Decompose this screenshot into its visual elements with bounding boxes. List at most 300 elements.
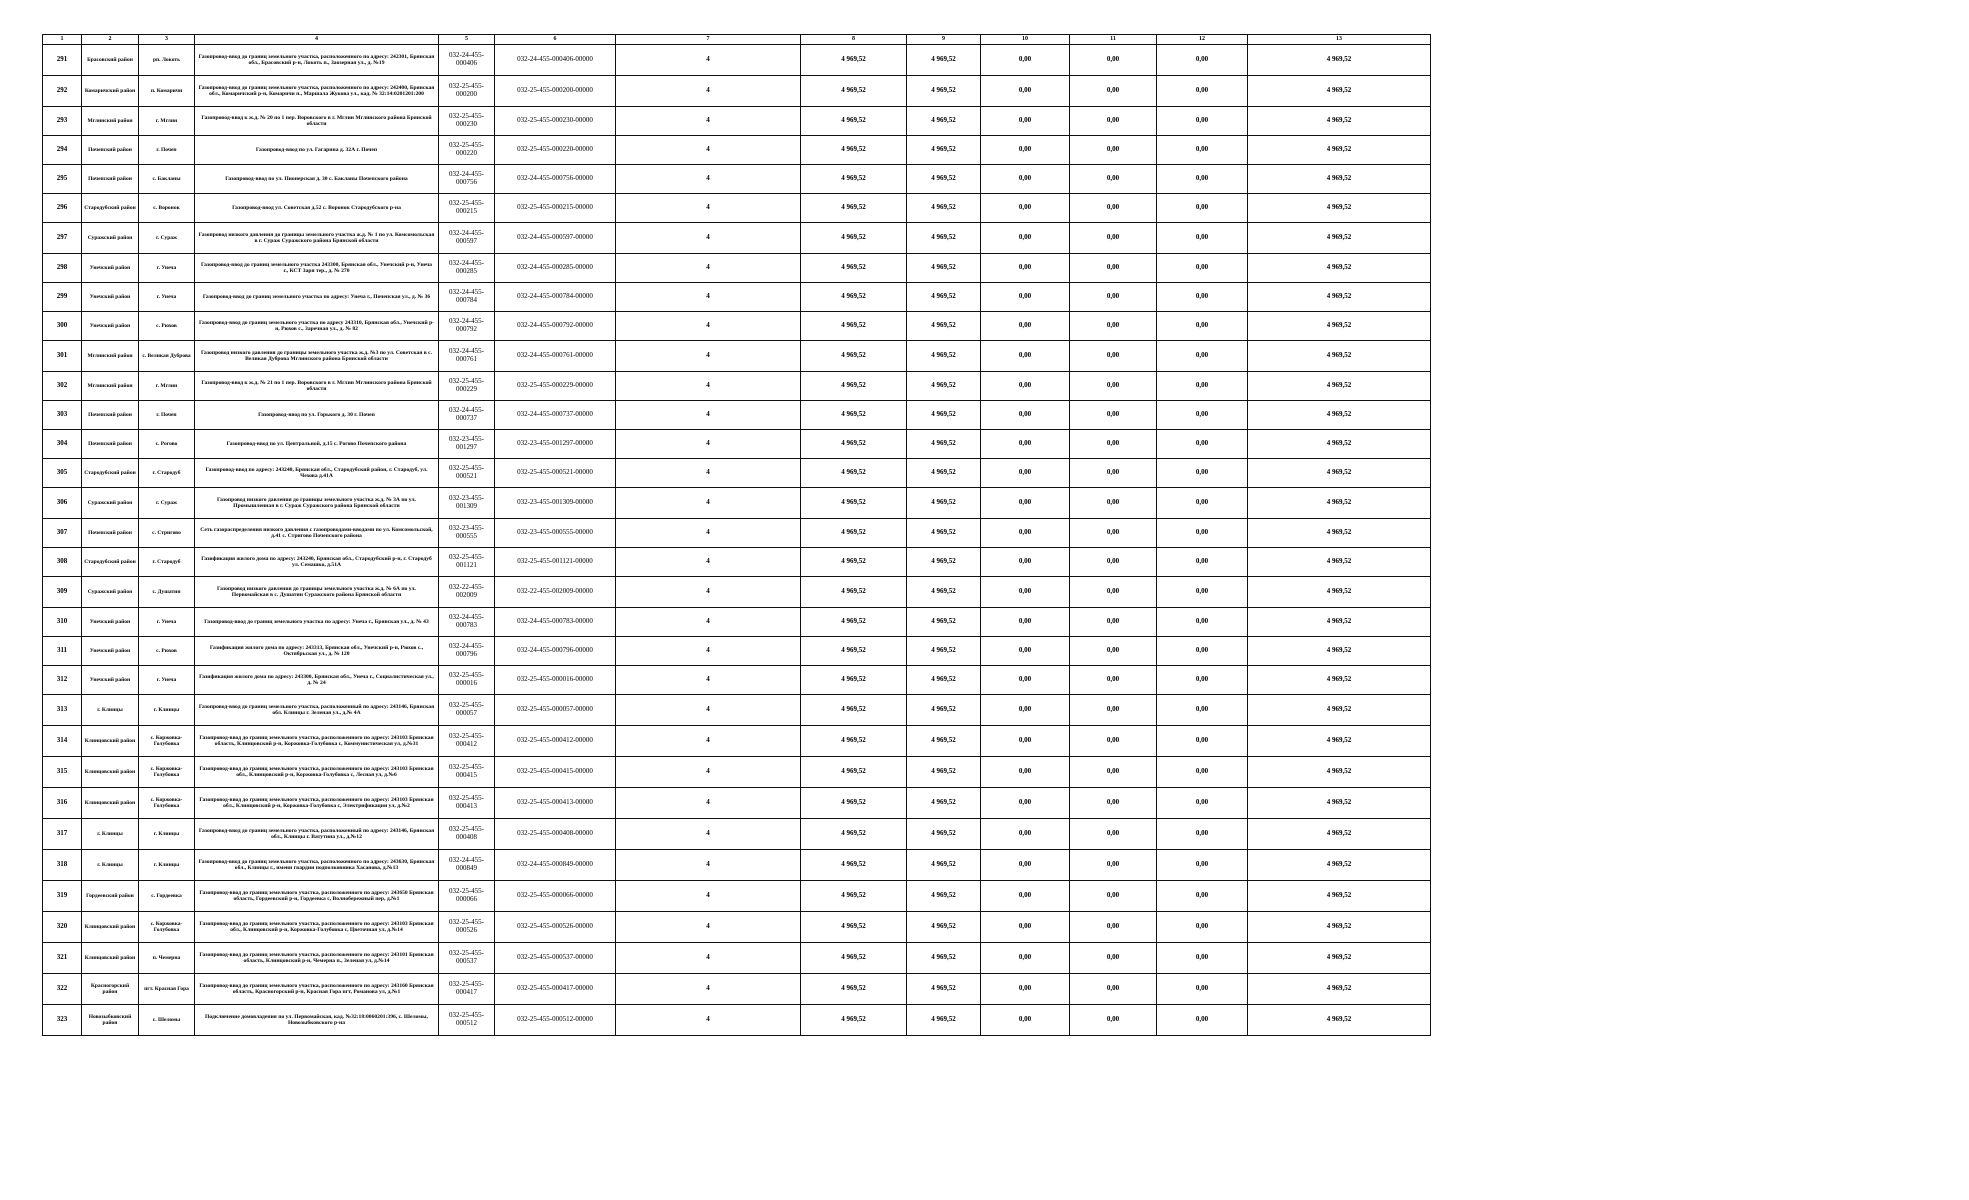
column-7-cell: 4 — [616, 637, 801, 666]
description-cell: Газопровод-ввод по ул. Гагарина д. 32А г. Почеп — [195, 136, 439, 165]
column-8-cell: 4 969,52 — [801, 283, 907, 312]
column-7-cell: 4 — [616, 459, 801, 488]
locality-cell: г. Почеп — [139, 136, 195, 165]
column-9-cell: 4 969,52 — [907, 912, 981, 943]
row-number: 318 — [43, 850, 82, 881]
district-cell: Мглинский район — [82, 341, 139, 372]
column-header-5: 5 — [439, 35, 495, 45]
column-10-cell: 0,00 — [981, 1005, 1070, 1036]
table-row — [43, 459, 1431, 488]
column-10-cell: 0,00 — [981, 695, 1070, 726]
table-body — [43, 45, 1431, 1036]
column-11-cell: 0,00 — [1070, 430, 1157, 459]
column-11-cell: 0,00 — [1070, 254, 1157, 283]
description-cell: Газопровод-ввод до границ земельного участка, расположенный по адресу: 243146, Брянская обл. Клинцы г. Зеленая ул., д.№ 4А — [195, 695, 439, 726]
column-12-cell: 0,00 — [1157, 726, 1248, 757]
district-cell: Комаричский район — [82, 76, 139, 107]
column-12-cell: 0,00 — [1157, 488, 1248, 519]
column-10-cell: 0,00 — [981, 194, 1070, 223]
header-row — [43, 35, 1431, 45]
column-9-cell: 4 969,52 — [907, 136, 981, 165]
district-cell: Суражский район — [82, 577, 139, 608]
description-cell: Газопровод-ввод по адресу: 243240, Брянская обл., Стародубский район, г. Стародуб, ул. Чехова д.41А — [195, 459, 439, 488]
column-9-cell: 4 969,52 — [907, 312, 981, 341]
locality-cell: с. Воронок — [139, 194, 195, 223]
object-code-cell: 032-23-455-001309 — [439, 488, 495, 519]
column-header-11: 11 — [1070, 35, 1157, 45]
full-code-cell: 032-24-455-000406-00000 — [495, 45, 616, 76]
column-8-cell: 4 969,52 — [801, 695, 907, 726]
district-cell: Почепский район — [82, 519, 139, 548]
column-7-cell: 4 — [616, 608, 801, 637]
column-7-cell: 4 — [616, 372, 801, 401]
column-13-cell: 4 969,52 — [1248, 819, 1431, 850]
district-cell: Стародубский район — [82, 459, 139, 488]
description-cell: Газификация жилого дома по адресу: 243240, Брянская обл., Стародубский р-н, г. Стародуб ул. Семашко, д.51А — [195, 548, 439, 577]
row-number: 292 — [43, 76, 82, 107]
description-cell: Газопровод-ввод до границ земельного участка по адресу: Унеча г., Почепская ул., д. № 36 — [195, 283, 439, 312]
table-row — [43, 577, 1431, 608]
row-number: 316 — [43, 788, 82, 819]
district-cell: Клинцовский район — [82, 788, 139, 819]
column-7-cell: 4 — [616, 819, 801, 850]
column-13-cell: 4 969,52 — [1248, 283, 1431, 312]
district-cell: Почепский район — [82, 401, 139, 430]
table-row — [43, 430, 1431, 459]
locality-cell: с. Бакланы — [139, 165, 195, 194]
object-code-cell: 032-25-455-000230 — [439, 107, 495, 136]
column-10-cell: 0,00 — [981, 608, 1070, 637]
full-code-cell: 032-23-455-001297-00000 — [495, 430, 616, 459]
table-row — [43, 608, 1431, 637]
locality-cell: пгт. Красная Гора — [139, 974, 195, 1005]
column-12-cell: 0,00 — [1157, 372, 1248, 401]
description-cell: Газопровод-ввод до границ земельного участка, расположенного по адресу: 243650 Брянская область, Гордеевский р-н, Гордеевка с, Волнобережный пер, д.№1 — [195, 881, 439, 912]
column-7-cell: 4 — [616, 974, 801, 1005]
row-number: 298 — [43, 254, 82, 283]
locality-cell: п. Чемерна — [139, 943, 195, 974]
object-code-cell: 032-25-455-000413 — [439, 788, 495, 819]
object-code-cell: 032-25-455-000417 — [439, 974, 495, 1005]
locality-cell: с. Рюхов — [139, 312, 195, 341]
column-7-cell: 4 — [616, 788, 801, 819]
table-header — [43, 35, 1431, 45]
column-9-cell: 4 969,52 — [907, 974, 981, 1005]
district-cell: Унечский район — [82, 666, 139, 695]
object-code-cell: 032-24-455-000285 — [439, 254, 495, 283]
column-header-10: 10 — [981, 35, 1070, 45]
object-code-cell: 032-24-455-000597 — [439, 223, 495, 254]
object-code-cell: 032-24-455-000756 — [439, 165, 495, 194]
district-cell: Мглинский район — [82, 107, 139, 136]
row-number: 305 — [43, 459, 82, 488]
district-cell: Красногорский район — [82, 974, 139, 1005]
column-11-cell: 0,00 — [1070, 850, 1157, 881]
locality-cell: г. Стародуб — [139, 459, 195, 488]
column-12-cell: 0,00 — [1157, 912, 1248, 943]
column-8-cell: 4 969,52 — [801, 577, 907, 608]
data-table-sheet — [42, 34, 1430, 1036]
column-12-cell: 0,00 — [1157, 974, 1248, 1005]
column-10-cell: 0,00 — [981, 974, 1070, 1005]
column-13-cell: 4 969,52 — [1248, 341, 1431, 372]
object-code-cell: 032-23-455-000555 — [439, 519, 495, 548]
full-code-cell: 032-22-455-002009-00000 — [495, 577, 616, 608]
locality-cell: г. Клинцы — [139, 695, 195, 726]
column-13-cell: 4 969,52 — [1248, 666, 1431, 695]
district-cell: Унечский район — [82, 637, 139, 666]
column-10-cell: 0,00 — [981, 136, 1070, 165]
column-8-cell: 4 969,52 — [801, 107, 907, 136]
table-row — [43, 850, 1431, 881]
column-13-cell: 4 969,52 — [1248, 194, 1431, 223]
column-10-cell: 0,00 — [981, 165, 1070, 194]
table-row — [43, 45, 1431, 76]
column-13-cell: 4 969,52 — [1248, 372, 1431, 401]
district-cell: Стародубский район — [82, 548, 139, 577]
column-13-cell: 4 969,52 — [1248, 548, 1431, 577]
object-code-cell: 032-25-455-001121 — [439, 548, 495, 577]
column-13-cell: 4 969,52 — [1248, 107, 1431, 136]
column-10-cell: 0,00 — [981, 637, 1070, 666]
column-13-cell: 4 969,52 — [1248, 850, 1431, 881]
district-cell: Брасовский район — [82, 45, 139, 76]
column-8-cell: 4 969,52 — [801, 637, 907, 666]
table-row — [43, 341, 1431, 372]
column-7-cell: 4 — [616, 1005, 801, 1036]
column-7-cell: 4 — [616, 401, 801, 430]
column-7-cell: 4 — [616, 312, 801, 341]
full-code-cell: 032-24-455-000783-00000 — [495, 608, 616, 637]
column-12-cell: 0,00 — [1157, 312, 1248, 341]
description-cell: Газопровод-ввод по ул. Пионерская д. 30 с. Бакланы Почепского района — [195, 165, 439, 194]
locality-cell: г. Мглин — [139, 372, 195, 401]
object-code-cell: 032-24-455-000784 — [439, 283, 495, 312]
table-row — [43, 548, 1431, 577]
object-code-cell: 032-25-455-000220 — [439, 136, 495, 165]
description-cell: Газопровод-ввод до границ земельного участка, расположенного по адресу: 243160 Брянская область, Красногорский р-н, Красная Гора пгт, Романова ул, д.№1 — [195, 974, 439, 1005]
column-10-cell: 0,00 — [981, 401, 1070, 430]
district-cell: Клинцовский район — [82, 912, 139, 943]
district-cell: Гордеевский район — [82, 881, 139, 912]
column-11-cell: 0,00 — [1070, 194, 1157, 223]
full-code-cell: 032-25-455-000537-00000 — [495, 943, 616, 974]
row-number: 311 — [43, 637, 82, 666]
column-12-cell: 0,00 — [1157, 45, 1248, 76]
column-9-cell: 4 969,52 — [907, 223, 981, 254]
column-13-cell: 4 969,52 — [1248, 912, 1431, 943]
full-code-cell: 032-24-455-000796-00000 — [495, 637, 616, 666]
object-code-cell: 032-25-455-000066 — [439, 881, 495, 912]
column-10-cell: 0,00 — [981, 488, 1070, 519]
row-number: 313 — [43, 695, 82, 726]
column-9-cell: 4 969,52 — [907, 881, 981, 912]
description-cell: Подключение домовладения по ул. Первомайская, кад. №32:18:0060201:396, с. Шеломы, Новозыбковского р-на — [195, 1005, 439, 1036]
locality-cell: г. Мглин — [139, 107, 195, 136]
row-number: 309 — [43, 577, 82, 608]
column-11-cell: 0,00 — [1070, 107, 1157, 136]
column-12-cell: 0,00 — [1157, 459, 1248, 488]
object-code-cell: 032-25-455-000537 — [439, 943, 495, 974]
column-9-cell: 4 969,52 — [907, 519, 981, 548]
column-11-cell: 0,00 — [1070, 577, 1157, 608]
description-cell: Газификация жилого дома по адресу: 243313, Брянская обл., Унечский р-н, Рюхов с., Октябрьская ул., д. № 120 — [195, 637, 439, 666]
full-code-cell: 032-25-455-000512-00000 — [495, 1005, 616, 1036]
column-11-cell: 0,00 — [1070, 401, 1157, 430]
column-8-cell: 4 969,52 — [801, 819, 907, 850]
column-8-cell: 4 969,52 — [801, 312, 907, 341]
column-10-cell: 0,00 — [981, 107, 1070, 136]
column-8-cell: 4 969,52 — [801, 666, 907, 695]
column-13-cell: 4 969,52 — [1248, 136, 1431, 165]
column-7-cell: 4 — [616, 430, 801, 459]
row-number: 315 — [43, 757, 82, 788]
table-row — [43, 519, 1431, 548]
description-cell: Газопровод-ввод до границ земельного участка 243300, Брянская обл., Унечский р-н, Унеча г., КСТ Заря тер., д. № 270 — [195, 254, 439, 283]
full-code-cell: 032-25-455-000408-00000 — [495, 819, 616, 850]
column-8-cell: 4 969,52 — [801, 519, 907, 548]
table-row — [43, 666, 1431, 695]
column-12-cell: 0,00 — [1157, 819, 1248, 850]
column-7-cell: 4 — [616, 666, 801, 695]
column-header-1: 1 — [43, 35, 82, 45]
column-13-cell: 4 969,52 — [1248, 608, 1431, 637]
description-cell: Газопровод-ввод до границ земельного участка по адресу 243310, Брянская обл., Унечский р-н, Рюхов с., Заречная ул., д. № 82 — [195, 312, 439, 341]
column-13-cell: 4 969,52 — [1248, 1005, 1431, 1036]
column-13-cell: 4 969,52 — [1248, 577, 1431, 608]
table-row — [43, 819, 1431, 850]
district-cell: Унечский район — [82, 312, 139, 341]
full-code-cell: 032-25-455-000229-00000 — [495, 372, 616, 401]
column-9-cell: 4 969,52 — [907, 757, 981, 788]
locality-cell: п. Комаричи — [139, 76, 195, 107]
column-10-cell: 0,00 — [981, 312, 1070, 341]
object-code-cell: 032-25-455-000521 — [439, 459, 495, 488]
column-13-cell: 4 969,52 — [1248, 254, 1431, 283]
locality-cell: г. Сураж — [139, 223, 195, 254]
column-9-cell: 4 969,52 — [907, 254, 981, 283]
column-10-cell: 0,00 — [981, 254, 1070, 283]
column-10-cell: 0,00 — [981, 943, 1070, 974]
column-7-cell: 4 — [616, 850, 801, 881]
column-7-cell: 4 — [616, 757, 801, 788]
table-row — [43, 372, 1431, 401]
district-cell: г. Клинцы — [82, 819, 139, 850]
column-9-cell: 4 969,52 — [907, 695, 981, 726]
column-11-cell: 0,00 — [1070, 341, 1157, 372]
column-13-cell: 4 969,52 — [1248, 459, 1431, 488]
table-row — [43, 637, 1431, 666]
table-row — [43, 757, 1431, 788]
object-code-cell: 032-25-455-000200 — [439, 76, 495, 107]
column-11-cell: 0,00 — [1070, 519, 1157, 548]
column-13-cell: 4 969,52 — [1248, 223, 1431, 254]
column-7-cell: 4 — [616, 912, 801, 943]
column-7-cell: 4 — [616, 136, 801, 165]
full-code-cell: 032-25-455-000412-00000 — [495, 726, 616, 757]
column-12-cell: 0,00 — [1157, 608, 1248, 637]
column-9-cell: 4 969,52 — [907, 788, 981, 819]
column-10-cell: 0,00 — [981, 819, 1070, 850]
column-12-cell: 0,00 — [1157, 695, 1248, 726]
column-11-cell: 0,00 — [1070, 76, 1157, 107]
locality-cell: с. Коржовка-Голубовка — [139, 788, 195, 819]
row-number: 295 — [43, 165, 82, 194]
column-11-cell: 0,00 — [1070, 548, 1157, 577]
column-11-cell: 0,00 — [1070, 459, 1157, 488]
full-code-cell: 032-25-455-000413-00000 — [495, 788, 616, 819]
locality-cell: г. Клинцы — [139, 819, 195, 850]
column-7-cell: 4 — [616, 194, 801, 223]
column-12-cell: 0,00 — [1157, 850, 1248, 881]
full-code-cell: 032-24-455-000597-00000 — [495, 223, 616, 254]
table-row — [43, 401, 1431, 430]
row-number: 319 — [43, 881, 82, 912]
row-number: 314 — [43, 726, 82, 757]
column-8-cell: 4 969,52 — [801, 881, 907, 912]
column-8-cell: 4 969,52 — [801, 726, 907, 757]
object-code-cell: 032-25-455-000408 — [439, 819, 495, 850]
row-number: 297 — [43, 223, 82, 254]
column-header-13: 13 — [1248, 35, 1431, 45]
column-12-cell: 0,00 — [1157, 136, 1248, 165]
column-9-cell: 4 969,52 — [907, 819, 981, 850]
full-code-cell: 032-25-455-000215-00000 — [495, 194, 616, 223]
row-number: 300 — [43, 312, 82, 341]
row-number: 312 — [43, 666, 82, 695]
column-8-cell: 4 969,52 — [801, 974, 907, 1005]
column-13-cell: 4 969,52 — [1248, 974, 1431, 1005]
locality-cell: г. Унеча — [139, 608, 195, 637]
full-code-cell: 032-24-455-000285-00000 — [495, 254, 616, 283]
row-number: 323 — [43, 1005, 82, 1036]
object-code-cell: 032-22-455-002009 — [439, 577, 495, 608]
column-10-cell: 0,00 — [981, 45, 1070, 76]
locality-cell: г. Сураж — [139, 488, 195, 519]
row-number: 306 — [43, 488, 82, 519]
row-number: 296 — [43, 194, 82, 223]
column-9-cell: 4 969,52 — [907, 194, 981, 223]
row-number: 304 — [43, 430, 82, 459]
column-header-4: 4 — [195, 35, 439, 45]
column-13-cell: 4 969,52 — [1248, 430, 1431, 459]
column-12-cell: 0,00 — [1157, 194, 1248, 223]
full-code-cell: 032-25-455-000521-00000 — [495, 459, 616, 488]
full-code-cell: 032-25-455-000066-00000 — [495, 881, 616, 912]
column-11-cell: 0,00 — [1070, 819, 1157, 850]
description-cell: Газопровод низкого давления до границы земельного участка ж.д. № 6А по ул. Первомайская в с. Душатин Суражского района Брянской области — [195, 577, 439, 608]
column-10-cell: 0,00 — [981, 912, 1070, 943]
column-13-cell: 4 969,52 — [1248, 76, 1431, 107]
column-header-2: 2 — [82, 35, 139, 45]
description-cell: Газопровод низкого давления до границы земельного участка ж.д. №3 по ул. Советская в с. Великая Дуброва Мглинского района Брянской области — [195, 341, 439, 372]
locality-cell: г. Почеп — [139, 401, 195, 430]
object-code-cell: 032-24-455-000792 — [439, 312, 495, 341]
locality-cell: г. Унеча — [139, 666, 195, 695]
column-8-cell: 4 969,52 — [801, 136, 907, 165]
full-code-cell: 032-25-455-000230-00000 — [495, 107, 616, 136]
row-number: 307 — [43, 519, 82, 548]
column-9-cell: 4 969,52 — [907, 488, 981, 519]
column-11-cell: 0,00 — [1070, 165, 1157, 194]
column-11-cell: 0,00 — [1070, 912, 1157, 943]
column-9-cell: 4 969,52 — [907, 45, 981, 76]
description-cell: Газопровод-ввод к ж.д. № 21 по 1 пер. Воровского в г. Мглин Мглинского района Брянской области — [195, 372, 439, 401]
column-10-cell: 0,00 — [981, 788, 1070, 819]
description-cell: Газопровод-ввод по ул. Центральной, д.15 с. Рогово Почепского района — [195, 430, 439, 459]
description-cell: Газификация жилого дома по адресу: 243300, Брянская обл., Унеча г., Социалистическая ул., д. № 24 — [195, 666, 439, 695]
column-11-cell: 0,00 — [1070, 136, 1157, 165]
column-header-12: 12 — [1157, 35, 1248, 45]
column-12-cell: 0,00 — [1157, 76, 1248, 107]
object-code-cell: 032-25-455-000016 — [439, 666, 495, 695]
district-cell: г. Клинцы — [82, 695, 139, 726]
object-code-cell: 032-25-455-000215 — [439, 194, 495, 223]
object-code-cell: 032-25-455-000229 — [439, 372, 495, 401]
column-9-cell: 4 969,52 — [907, 372, 981, 401]
object-code-cell: 032-24-455-000796 — [439, 637, 495, 666]
column-12-cell: 0,00 — [1157, 519, 1248, 548]
object-code-cell: 032-25-455-000412 — [439, 726, 495, 757]
district-cell: Клинцовский район — [82, 726, 139, 757]
full-code-cell: 032-23-455-001309-00000 — [495, 488, 616, 519]
column-9-cell: 4 969,52 — [907, 726, 981, 757]
table-row — [43, 194, 1431, 223]
column-11-cell: 0,00 — [1070, 695, 1157, 726]
description-cell: Газопровод-ввод до границ земельного участка, расположенного по адресу: 243103 Брянская обл., Клинцовский р-н, Коржовка-Голубовка с, Цветочная ул, д.№14 — [195, 912, 439, 943]
column-9-cell: 4 969,52 — [907, 608, 981, 637]
column-8-cell: 4 969,52 — [801, 341, 907, 372]
row-number: 294 — [43, 136, 82, 165]
locality-cell: г. Унеча — [139, 283, 195, 312]
column-8-cell: 4 969,52 — [801, 254, 907, 283]
column-13-cell: 4 969,52 — [1248, 312, 1431, 341]
column-10-cell: 0,00 — [981, 548, 1070, 577]
column-header-3: 3 — [139, 35, 195, 45]
column-9-cell: 4 969,52 — [907, 548, 981, 577]
column-11-cell: 0,00 — [1070, 283, 1157, 312]
column-9-cell: 4 969,52 — [907, 76, 981, 107]
column-13-cell: 4 969,52 — [1248, 401, 1431, 430]
column-8-cell: 4 969,52 — [801, 608, 907, 637]
column-8-cell: 4 969,52 — [801, 943, 907, 974]
locality-cell: г. Стародуб — [139, 548, 195, 577]
column-9-cell: 4 969,52 — [907, 943, 981, 974]
full-code-cell: 032-24-455-000761-00000 — [495, 341, 616, 372]
column-header-8: 8 — [801, 35, 907, 45]
column-7-cell: 4 — [616, 76, 801, 107]
column-12-cell: 0,00 — [1157, 666, 1248, 695]
column-12-cell: 0,00 — [1157, 943, 1248, 974]
column-7-cell: 4 — [616, 223, 801, 254]
column-8-cell: 4 969,52 — [801, 1005, 907, 1036]
district-cell: Мглинский район — [82, 372, 139, 401]
locality-cell: с. Великая Дуброва — [139, 341, 195, 372]
district-cell: г. Клинцы — [82, 850, 139, 881]
full-code-cell: 032-23-455-000555-00000 — [495, 519, 616, 548]
table-row — [43, 283, 1431, 312]
object-code-cell: 032-24-455-000849 — [439, 850, 495, 881]
column-8-cell: 4 969,52 — [801, 757, 907, 788]
row-number: 302 — [43, 372, 82, 401]
column-13-cell: 4 969,52 — [1248, 726, 1431, 757]
table-row — [43, 254, 1431, 283]
object-code-cell: 032-25-455-000526 — [439, 912, 495, 943]
column-9-cell: 4 969,52 — [907, 401, 981, 430]
district-cell: Суражский район — [82, 223, 139, 254]
column-7-cell: 4 — [616, 165, 801, 194]
column-10-cell: 0,00 — [981, 519, 1070, 548]
